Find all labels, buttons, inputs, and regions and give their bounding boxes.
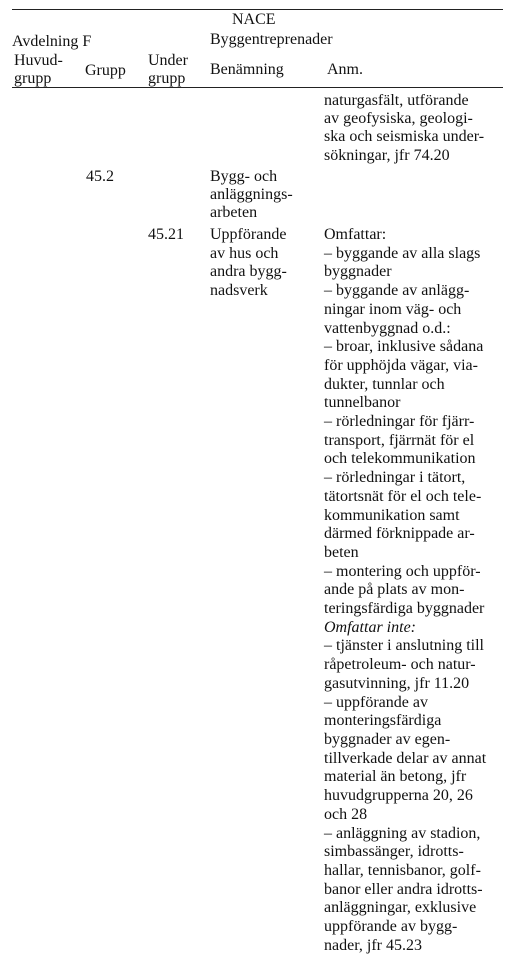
text-line: sökningar, jfr 74.20 [324, 146, 450, 164]
text-line: ande på plats av mon- [324, 581, 465, 599]
col-header-grupp: Grupp [85, 62, 126, 79]
text-line: – uppförande av [324, 693, 428, 711]
text-line: tillverkade delar av annat [324, 749, 487, 767]
text-line: beten [324, 543, 359, 561]
nace-label: NACE [232, 11, 276, 28]
avdelning-name: Byggentreprenader [210, 31, 333, 48]
text-line: tunnelbanor [324, 394, 401, 412]
text-line: Bygg- och [210, 168, 278, 185]
text-line: av geofysiska, geologi- [324, 110, 473, 128]
text-line: anläggningar, exklusive [324, 899, 477, 917]
text-line: kommunikation samt [324, 506, 460, 524]
group-name-45-2 [210, 168, 293, 222]
text-line: Omfattar: [324, 226, 387, 243]
text-line: tätortsnät för el och tele- [324, 487, 482, 505]
text-line: Uppförande [210, 226, 287, 243]
col-header-benamning: Benämning [210, 61, 284, 78]
text-line: teringsfärdiga byggnader [324, 600, 485, 618]
text-line: – tjänster i anslutning till [324, 637, 484, 655]
col-header-huvudgrupp-1: Huvud- [14, 52, 63, 69]
text-line: – byggande av anlägg- [324, 282, 470, 300]
text-line: och telekommunikation [324, 450, 476, 468]
text-line: – rörledningar för fjärr- [324, 413, 475, 431]
text-line: vattenbyggnad o.d.: [324, 319, 451, 337]
text-line: – broar, inklusive sådana [324, 338, 484, 356]
text-line: byggnader [324, 263, 392, 281]
col-header-under-2: grupp [148, 70, 186, 87]
subgroup-code-45-21: 45.21 [148, 226, 184, 243]
top-continuation-text [324, 92, 484, 165]
text-line: råpetroleum- och natur- [324, 656, 476, 674]
text-line: banor eller andra idrotts- [324, 880, 483, 898]
text-line: nader, jfr 45.23 [324, 936, 422, 954]
text-line: – anläggning av stadion, [324, 824, 481, 842]
text-line: huvudgrupperna 20, 26 [324, 787, 473, 805]
text-line: och 28 [324, 805, 368, 823]
text-line: av hus och [210, 244, 279, 262]
text-line: anläggnings- [210, 186, 293, 203]
text-line: material än betong, jfr [324, 768, 467, 786]
text-line: simbassänger, idrotts- [324, 843, 464, 861]
text-line: nadsverk [210, 281, 268, 299]
text-line: andra bygg- [210, 263, 287, 280]
subgroup-name-45-21 [210, 226, 287, 300]
omfattar-inte-heading: Omfattar inte: [324, 618, 416, 636]
text-line: arbeten [210, 204, 258, 221]
text-line: – byggande av alla slags [324, 244, 481, 262]
text-line: för upphöjda vägar, via- [324, 356, 478, 374]
text-line: monteringsfärdiga [324, 712, 442, 730]
header-bottom-rule [12, 87, 503, 88]
text-line: – montering och uppför- [324, 562, 481, 580]
group-code-45-2: 45.2 [86, 168, 114, 185]
text-line: dukter, tunnlar och [324, 375, 445, 393]
text-line: – rörledningar i tätort, [324, 469, 466, 487]
header-top-rule [12, 9, 503, 10]
text-line: gasutvinning, jfr 11.20 [324, 674, 470, 692]
text-line: byggnader av egen- [324, 730, 451, 748]
text-line: ska och seismiska under- [324, 128, 485, 146]
text-line: naturgasfält, utförande [324, 92, 469, 109]
avdelning-label: Avdelning F [12, 33, 92, 50]
text-line: transport, fjärrnät för el [324, 431, 475, 449]
text-line: därmed förknippade ar- [324, 525, 475, 543]
subgroup-45-21-anm [324, 226, 486, 955]
text-line: hallar, tennisbanor, golf- [324, 861, 481, 879]
text-line: ningar inom väg- och [324, 300, 462, 318]
text-line: uppförande av bygg- [324, 918, 458, 936]
col-header-under-1: Under [148, 52, 188, 69]
col-header-huvudgrupp-2: grupp [14, 70, 52, 87]
col-header-anm: Anm. [327, 61, 363, 78]
